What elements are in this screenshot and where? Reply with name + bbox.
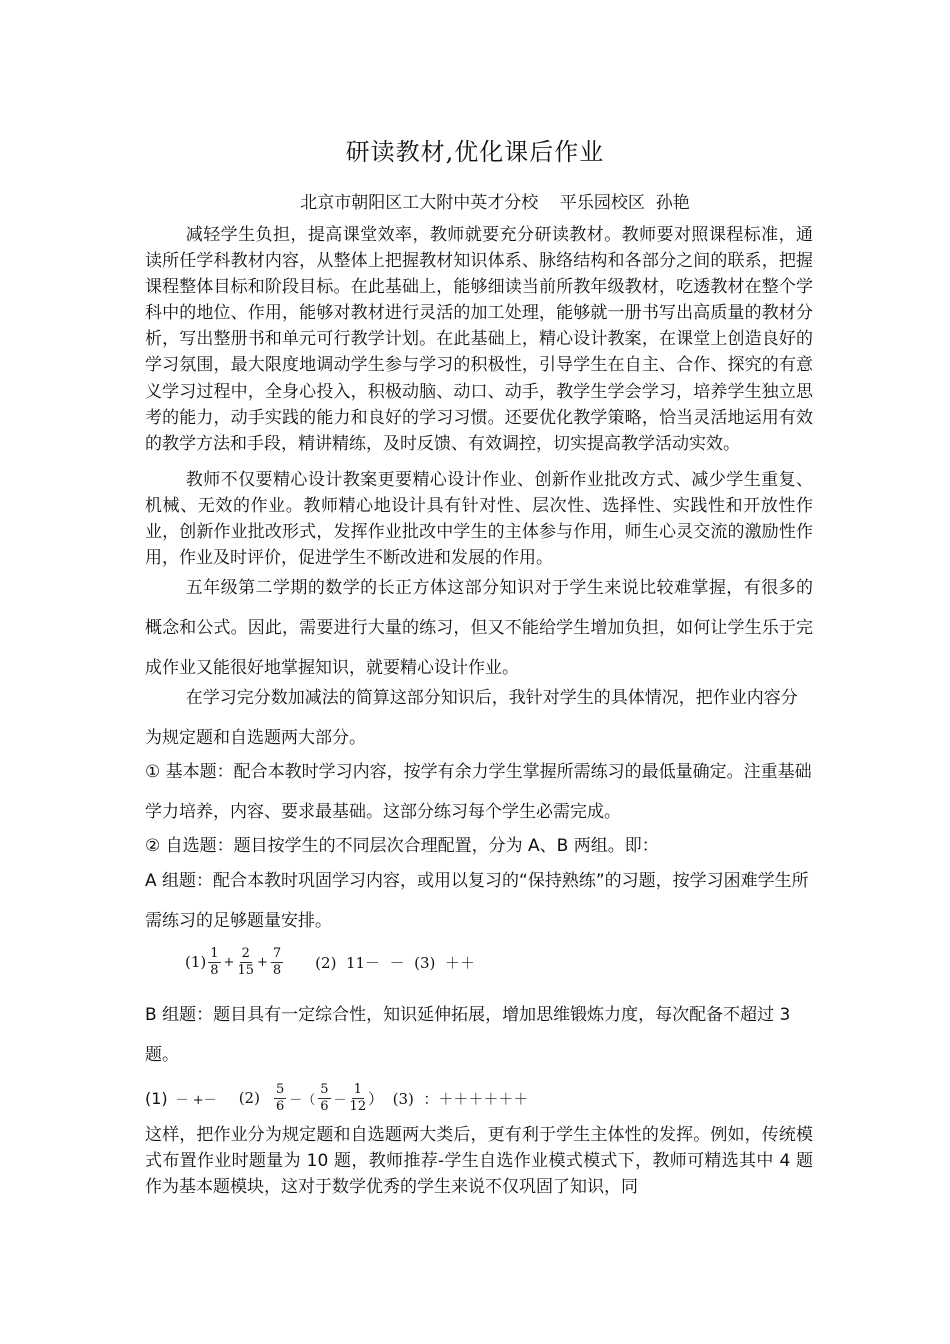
exercise-rest: ） (3) ：＋＋＋＋＋＋	[368, 1089, 529, 1108]
exercise-label: (1)	[145, 1088, 168, 1108]
exercise-rest: (2) 11－ － (3) ＋＋	[315, 953, 475, 972]
fraction	[274, 1082, 286, 1115]
fraction-denominator: 8	[210, 962, 219, 978]
operator: －（	[289, 1092, 316, 1108]
fraction-numerator: 2	[241, 945, 250, 961]
operator: +	[256, 954, 268, 970]
fraction-denominator: 6	[320, 1098, 329, 1114]
fraction	[350, 1082, 367, 1115]
page-title: 研读教材,优化课后作业	[345, 138, 605, 166]
fraction-numerator: 5	[275, 1081, 285, 1097]
fraction-denominator: 6	[275, 1098, 285, 1114]
exercise-label: (1)	[185, 953, 207, 971]
fraction	[237, 946, 254, 979]
fraction-denominator: 12	[349, 1098, 367, 1114]
paragraph-6: ② 自选题：题目按学生的不同层次合理配置，分为 A、B 两组。即：	[145, 836, 659, 856]
fraction	[208, 946, 220, 979]
fraction-numerator: 5	[320, 1081, 329, 1097]
exercise-group-a	[185, 940, 475, 984]
paragraph-7: A 组题：配合本教时巩固学习内容，或用以复习的“保持熟练”的习题，按学习困难学生所需练习的足够题量安排。	[145, 871, 809, 931]
fraction	[271, 946, 283, 979]
exercise-expression: － +－	[175, 1092, 217, 1108]
paragraph-4: 在学习完分数加减法的简算这部分知识后，我针对学生的具体情况，把作业内容分为规定题和自选题两大部分。	[145, 688, 798, 748]
operator: +	[223, 954, 235, 970]
fraction-denominator: 8	[272, 962, 282, 978]
paragraph-5: ① 基本题：配合本教时学习内容，按学有余力学生掌握所需练习的最低量确定。注重基础学力培养，内容、要求最基础。这部分练习每个学生必需完成。	[145, 762, 812, 822]
fraction	[318, 1082, 330, 1115]
paragraph-1: 减轻学生负担，提高课堂效率，教师就要充分研读教材。教师要对照课程标准，通读所任学科教材内容，从整体上把握教材知识体系、脉络结构和各部分之间的联系，把握课程整体目标和阶段目标。在此基础上，能够细读当前所教年级教材，吃透教材在整个学科中的地位、作用，能够对教材进行灵活的加工处理，能够就一册书写出高质量的教材分析，写出整册书和单元可行教学计划。在此基础上，精心设计教案，在课堂上创造良好的学习氛围，最大限度地调动学生参与学习的积极性，引导学生在自主、合作、探究的有意义学习过程中，全身心投入，积极动脑、动口、动手，教学生学会学习，培养学生独立思考的能力，动手实践的能力和良好的学习习惯。还要优化教学策略，恰当灵活地运用有效的教学方法和手段，精讲精练，及时反馈、有效调控，切实提高教学活动实效。	[145, 225, 813, 454]
fraction-numerator: 1	[210, 945, 219, 961]
fraction-numerator: 1	[353, 1081, 362, 1097]
paragraph-3: 五年级第二学期的数学的长正方体这部分知识对于学生来说比较难掌握，有很多的概念和公式。因此，需要进行大量的练习，但又不能给学生增加负担，如何让学生乐于完成作业又能很好地掌握知识，就要精心设计作业。	[145, 578, 813, 678]
author-line: 北京市朝阳区工大附中英才分校 平乐园校区 孙艳	[300, 193, 690, 213]
fraction-denominator: 15	[237, 962, 254, 978]
paragraph-8: B 组题：题目具有一定综合性，知识延伸拓展，增加思维锻炼力度，每次配备不超过 3 题。	[145, 1005, 791, 1065]
exercise-group-b	[145, 1076, 528, 1120]
fraction-numerator: 7	[272, 945, 282, 961]
paragraph-9: 这样，把作业分为规定题和自选题两大类后，更有利于学生主体性的发挥。例如，传统模式布置作业时题量为 10 题，教师推荐-学生自选作业模式模式下，教师可精选其中 4 题作为基本题模块，这对于数学优秀的学生来说不仅巩固了知识，同	[145, 1125, 813, 1197]
operator: －	[333, 1092, 347, 1108]
exercise-label: (2)	[238, 1089, 260, 1107]
paragraph-2: 教师不仅要精心设计教案更要精心设计作业、创新作业批改方式、减少学生重复、机械、无效的作业。教师精心地设计具有针对性、层次性、选择性、实践性和开放性作业，创新作业批改形式，发挥作业批改中学生的主体参与作用，师生心灵交流的激励性作用，作业及时评价，促进学生不断改进和发展的作用。	[145, 470, 813, 569]
